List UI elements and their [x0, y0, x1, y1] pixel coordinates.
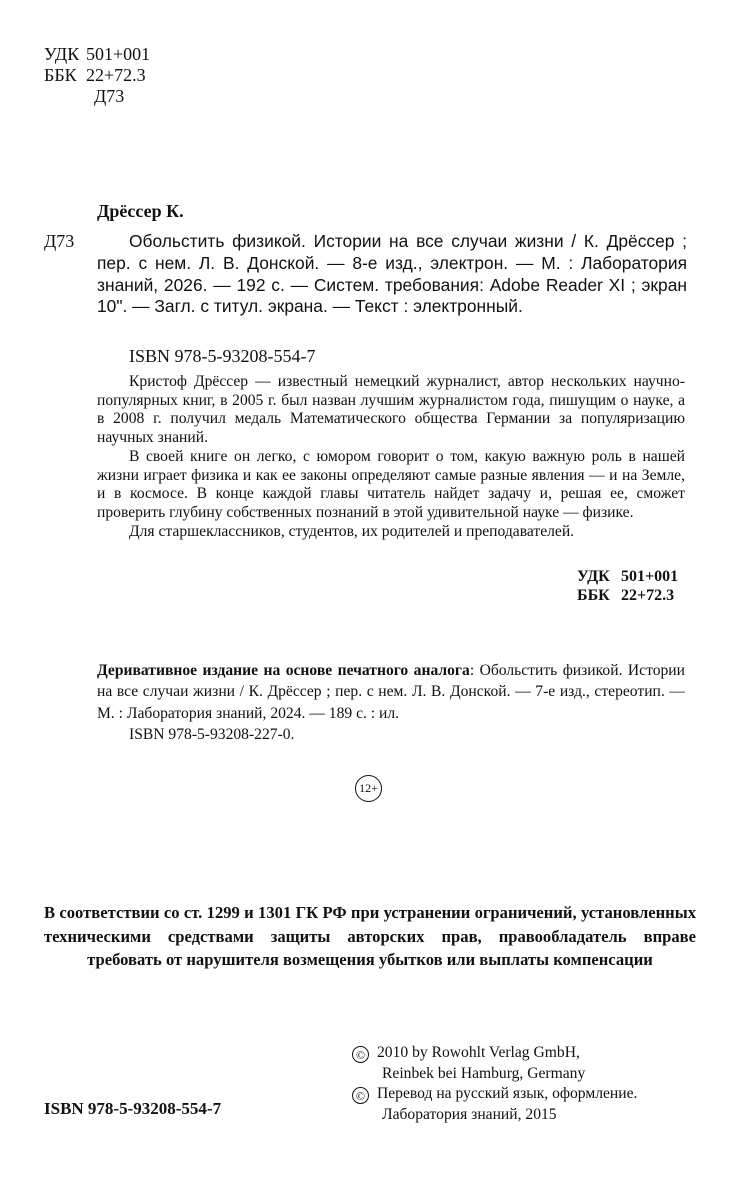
udk-value: 501+001	[86, 44, 151, 64]
annotation-paragraph: В своей книге он легко, с юмором говорит о том, какую важную роль в нашей жизни играет физика и как ее законы определяют самые разные явления — и на Земле, и в космосе. В конце каждой главы читатель найдет задачу и, решая ее, сможет проверить глубину собственных познаний в этой удивительной науке — физике.	[97, 447, 685, 521]
age-rating-badge: 12+	[355, 775, 382, 802]
right-udk-value: 501+001	[621, 568, 679, 585]
top-classification-codes	[44, 44, 150, 107]
bibliographic-description: Обольстить физикой. Истории на все случаи жизни / К. Дрёссер ; пер. с нем. Л. В. Донской. — 8-е изд., электрон. — М. : Лаборатория знаний, 2026. — 192 с. — Систем. требования: Adobe Reader XI ; экран 10". — Загл. с титул. экрана. — Текст : электронный.	[97, 231, 687, 317]
annotation	[97, 373, 685, 541]
copyright-line: 2010 by Rowohlt Verlag GmbH,	[377, 1044, 580, 1061]
author-mark: Д73	[94, 86, 125, 106]
isbn-bottom: ISBN 978-5-93208-554-7	[44, 1099, 222, 1118]
annotation-paragraph: Для старшеклассников, студентов, их родителей и преподавателей.	[129, 522, 575, 540]
copyright-icon: ©	[352, 1087, 369, 1104]
author-heading: Дрёссер К.	[97, 201, 184, 221]
copyright-line: Перевод на русский язык, оформление.	[377, 1085, 638, 1102]
right-bbk-label: ББК	[577, 587, 610, 604]
bbk-row	[44, 65, 150, 86]
annotation-paragraph: Кристоф Дрёссер — известный немецкий журналист, автор нескольких научно-популярных книг, в 2005 г. был назван лучшим журналистом года, пишущим о науке, а в 2008 г. получил медаль Математического общества Германии за популяризацию научных знаний.	[97, 373, 685, 447]
derivative-bold-lead: Деривативное издание на основе печатного аналога	[97, 662, 470, 679]
author-code: Д73	[44, 231, 75, 251]
bbk-value: 22+72.3	[86, 65, 146, 85]
derivative-edition-note	[97, 660, 685, 745]
copyright-line-continued: Reinbek bei Hamburg, Germany	[382, 1064, 586, 1082]
copyright-icon: ©	[352, 1046, 369, 1063]
legal-notice: В соответствии со ст. 1299 и 1301 ГК РФ при устранении ограничений, установленных техническими средствами защиты авторских прав, правообладатель вправе требовать от нарушителя возмещения убытков или выплаты компенсации	[44, 903, 696, 969]
derivative-description: : Обольстить физикой. Истории на все случаи жизни / К. Дрёссер ; пер. с нем. Л. В. Донской. — 7-е изд., стереотип. — М. : Лаборатория знаний, 2024. — 189 с. : ил.	[97, 662, 685, 722]
derivative-isbn: ISBN 978-5-93208-227-0.	[129, 725, 295, 743]
udk-label: УДК	[44, 44, 80, 64]
right-classification-codes	[577, 567, 678, 605]
right-udk-row	[577, 567, 678, 586]
copyright-block	[352, 1043, 637, 1125]
copyright-row-2	[352, 1084, 637, 1105]
bbk-label: ББК	[44, 65, 77, 85]
right-bbk-row	[577, 586, 678, 605]
isbn-main: ISBN 978-5-93208-554-7	[129, 346, 316, 366]
udk-row	[44, 44, 150, 65]
copyright-row-1	[352, 1043, 637, 1064]
right-bbk-value: 22+72.3	[621, 587, 675, 604]
copyright-line-continued: Лаборатория знаний, 2015	[382, 1105, 557, 1123]
right-udk-label: УДК	[577, 568, 610, 585]
